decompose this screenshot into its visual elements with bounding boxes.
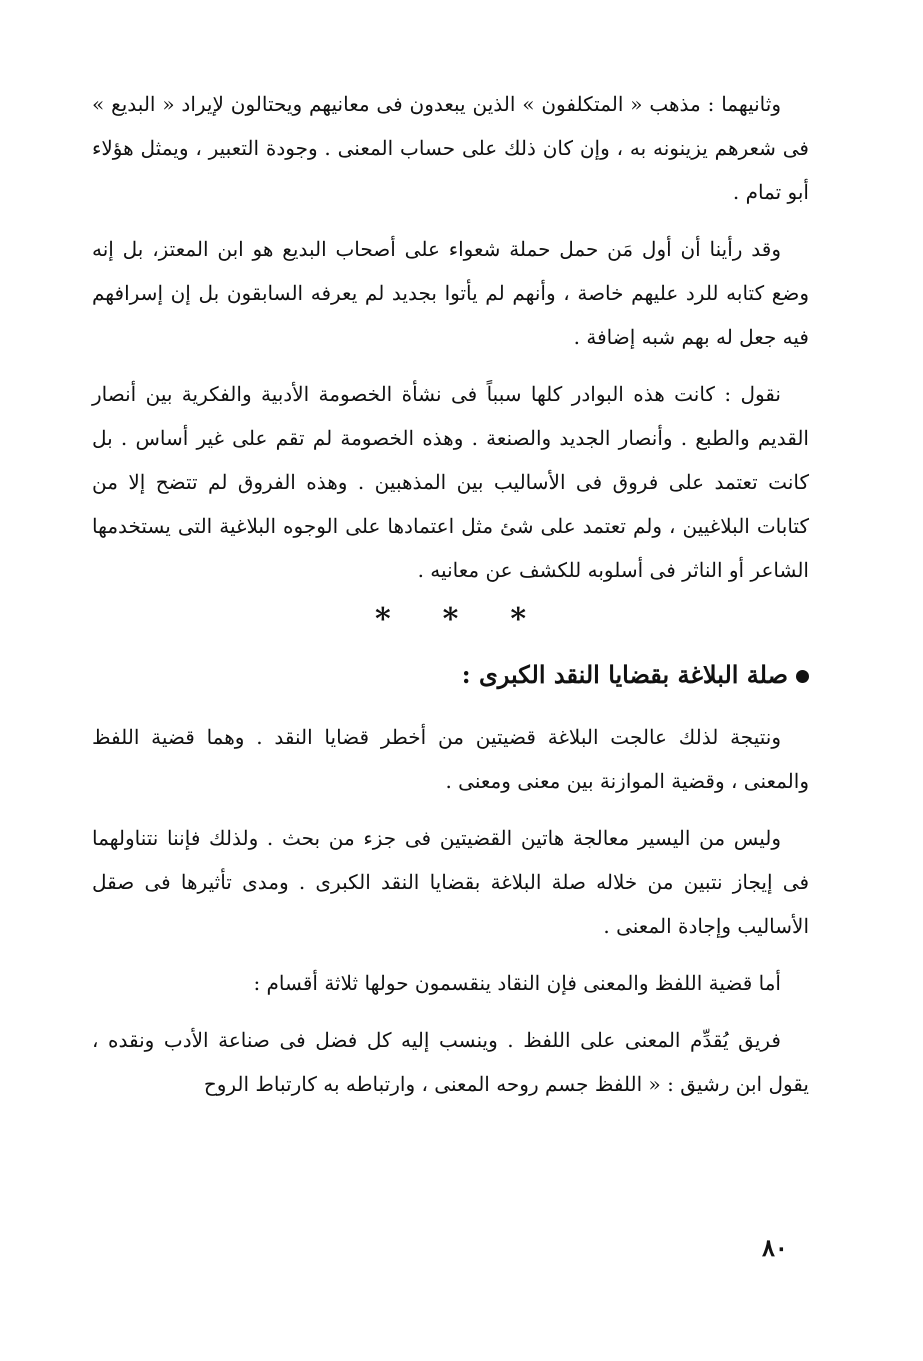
separator-star: * — [374, 602, 391, 637]
separator-star: * — [442, 602, 459, 637]
section-heading — [92, 653, 809, 697]
paragraph-ibn-al-mutazz: وقد رأينا أن أول مَن حمل حملة شعواء على أصحاب البديع هو ابن المعتز، بل إنه وضع كتابه للرد عليهم خاصة ، وأنهم لم يأتوا بجديد لم يعرفه السابقون بل إن إسرافهم فيه جعل له بهم شبه إضافة . — [92, 237, 809, 349]
section-heading-text: صلة البلاغة بقضايا النقد الكبرى : — [461, 660, 788, 689]
paragraph-thaniyhuma: وثانيهما : مذهب « المتكلفون » الذين يبعدون فى معانيهم ويحتالون لإيراد « البديع » فى شعرهم يزينونه به ، وإن كان ذلك على حساب المعنى . وجودة التعبير ، ويمثل هؤلاء أبو تمام . — [92, 92, 809, 204]
section-separator — [92, 602, 809, 637]
paragraph-natija: ونتيجة لذلك عالجت البلاغة قضيتين من أخطر قضايا النقد . وهما قضية اللفظ والمعنى ، وقضية الموازنة بين معنى ومعنى . — [92, 725, 809, 793]
bullet-icon — [796, 670, 809, 683]
paragraph-laysa: وليس من اليسير معالجة هاتين القضيتين فى جزء من بحث . ولذلك فإننا نتناولهما فى إيجاز نتبين من خلاله صلة البلاغة بقضايا النقد الكبرى . ومدى تأثيرها فى صقل الأساليب وإجادة المعنى . — [92, 826, 809, 938]
separator-star: * — [510, 602, 527, 637]
paragraph-amma: أما قضية اللفظ والمعنى فإن النقاد ينقسمون حولها ثلاثة أقسام : — [253, 971, 781, 995]
paragraph-naqul: نقول : كانت هذه البوادر كلها سبباً فى نشأة الخصومة الأدبية والفكرية بين أنصار القديم والطبع . وأنصار الجديد والصنعة . وهذه الخصومة لم تقم على غير أساس . بل كانت تعتمد على فروق فى الأساليب بين المذهبين . وهذه الفروق لم تتضح إلا من كتابات البلاغيين ، ولم تعتمد على شئ مثل اعتمادها على الوجوه البلاغية التى يستخدمها الشاعر أو الناثر فى أسلوبه للكشف عن معانيه . — [92, 382, 809, 582]
paragraph-fariq: فريق يُقدِّم المعنى على اللفظ . وينسب إليه كل فضل فى صناعة الأدب ونقده ، يقول ابن رشيق : « اللفظ جسم روحه المعنى ، وارتباطه به كارتباط الروح — [92, 1028, 809, 1096]
page-number: ٨٠ — [762, 1233, 788, 1262]
page-body — [92, 82, 809, 1119]
